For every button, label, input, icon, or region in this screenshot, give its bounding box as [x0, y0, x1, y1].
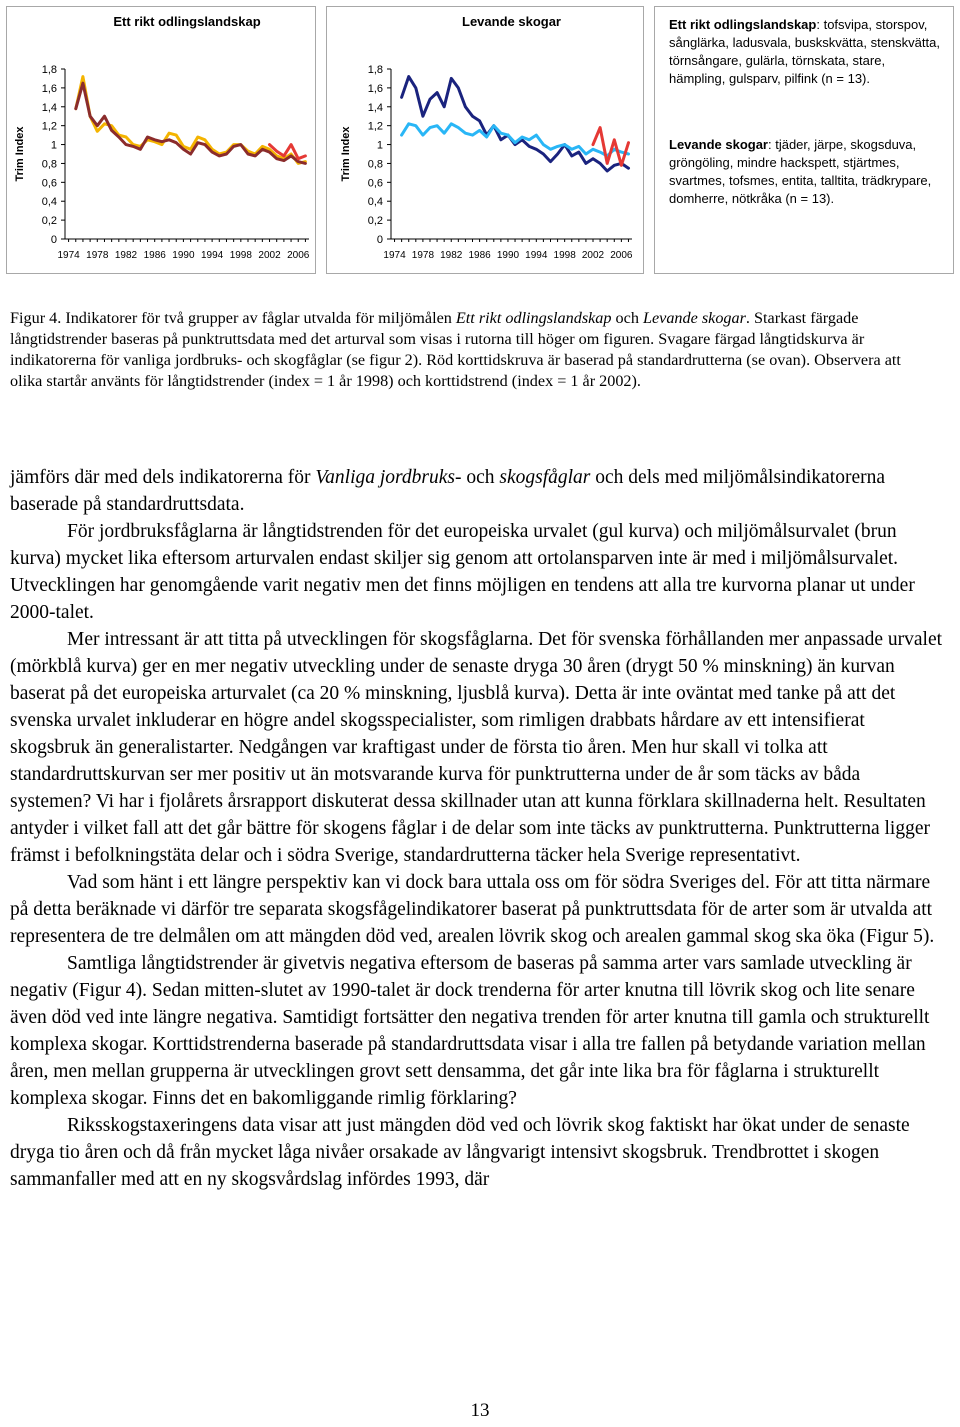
x-tick-label: 2006	[287, 250, 310, 261]
caption-rest: . Starkast färgade långtidstrender baseras på punktruttsdata med det arturval som visas i rutorna till höger om figuren. Svagare färgad långtidskurva är indikatorerna för vanliga jordbruks- och skogfåglar (se figur 2). Röd korttidskruva är baserad på standardrutterna (se ovan). Observera att olika startår använts för långtidstrender (index = 1 år 1998) och korttidstrend (index = 1 år 2002).	[10, 309, 901, 390]
chart-panel-forest	[326, 6, 644, 274]
x-tick-label: 1990	[496, 250, 520, 261]
series-line	[76, 77, 306, 164]
y-tick-label: 0,8	[367, 158, 383, 171]
legend-agri-species: : tofsvipa, storspov, sånglärka, ladusvala, buskskvätta, stenskvätta, törnsångare, gulärla, törnskata, stare, hämpling, gulsparv, pilfink (n = 13).	[669, 17, 940, 86]
y-tick-label: 1,2	[367, 120, 383, 133]
paragraph-5: Samtliga långtidstrender är givetvis negativa eftersom de baseras på samma arter vars samlade utveckling är negativ (Figur 4). Sedan mitten-slutet av 1990-talet är dock trenderna för arter knutna till lövrik skog och lite senare även död ved inte längre negativa. Samtidigt fortsätter den negativa trenden för arter knutna till gamla och strukturellt komplexa skogar. Korttidstrenderna baserade på standardruttsdata visar i alla tre fallen på betydande variation mellan åren, men mellan grupperna är utvecklingen grovt sett densamma, det går inte lika bra för fåglarna i strukturellt komplexa skogar. Finns det en bakomliggande rimlig förklaring?	[10, 953, 930, 1109]
chart-title: Levande skogar	[462, 14, 561, 29]
legend-agricultural	[669, 16, 941, 88]
y-tick-label: 1,6	[41, 82, 57, 95]
y-tick-label: 0,6	[41, 177, 57, 190]
y-axis-label: Trim Index	[340, 126, 352, 182]
y-tick-label: 0,8	[41, 158, 57, 171]
y-tick-label: 1,6	[367, 82, 383, 95]
paragraph-3: Mer intressant är att titta på utvecklingen för skogsfåglarna. Det för svenska förhållanden mer anpassade urvalet (mörkblå kurva) ger en mer negativ utveckling under de senaste dryga 30 åren (drygt 50 % minskning) än kurvan baserat på det europeiska arturvalet (ca 20 % minskning, ljusblå kurva). Detta är inte oväntat med tanke på att det svenska urvalet inkluderar en högre andel skogsspecialister, som rimligen drabbats hårdare av ett intensifierat skogsbruk än generalistarter. Nedgången var kraftigast under de första tio åren. Men hur skall vi tolka att standardruttskurvan ser mer positiv ut än motsvarande kurva för punktrutterna under de år som täcks av båda systemen? Vi har i fjolårets årsrapport diskuterat dessa skillnader utan att kunna förklara skillnaderna helt. Resultaten antyder i vilket fall att det går bättre för skogens fåglar i de delar som inte täcks av punktrutterna. Punktrutterna ligger främst i befolkningstäta delar och i södra Sverige, standardrutterna täcker hela Sverige representativt.	[10, 629, 943, 866]
y-tick-label: 0	[376, 234, 383, 246]
y-tick-label: 0,2	[367, 215, 383, 228]
y-tick-label: 1	[50, 139, 57, 152]
species-legend-box	[654, 6, 954, 274]
x-tick-label: 1986	[468, 250, 491, 261]
x-tick-label: 1982	[440, 250, 463, 261]
y-axis-label: Trim Index	[14, 126, 26, 182]
x-tick-label: 2002	[258, 250, 281, 261]
x-tick-label: 2002	[581, 250, 605, 261]
figure-caption	[10, 308, 935, 392]
line-chart-forest	[327, 7, 643, 273]
y-tick-label: 0	[50, 234, 57, 246]
x-tick-label: 1974	[57, 250, 80, 261]
series-line	[593, 128, 629, 166]
y-tick-label: 1,4	[41, 101, 57, 114]
y-tick-label: 1,4	[367, 101, 383, 114]
x-tick-label: 1974	[383, 250, 406, 261]
line-chart-agricultural	[7, 7, 315, 273]
caption-lead: Figur 4. Indikatorer för två grupper av fåglar utvalda för miljömålen	[10, 309, 456, 327]
x-tick-label: 2006	[610, 250, 633, 261]
p1-emphasis-1: Vanliga jordbruks	[315, 467, 455, 488]
y-tick-label: 0,4	[367, 196, 383, 209]
caption-mid: och	[611, 309, 643, 327]
caption-emphasis-2: Levande skogar	[642, 309, 746, 327]
x-tick-label: 1990	[172, 250, 195, 261]
legend-forest-species: : tjäder, järpe, skogsduva, gröngöling, mindre hackspett, stjärtmes, svartmes, tofsmes, entita, talltita, trädkrypare, domherre, nötkråka (n = 13).	[669, 137, 932, 206]
p1-text-c: och dels med miljömålsindikatorerna baserade på standardruttsdata.	[10, 467, 886, 515]
y-tick-label: 1,8	[41, 64, 57, 76]
chart-title: Ett rikt odlingslandskap	[113, 14, 261, 29]
p1-text-a: jämförs där med dels indikatorerna för	[10, 467, 316, 488]
y-tick-label: 1,2	[41, 120, 57, 133]
series-line	[402, 77, 629, 171]
y-tick-label: 1,8	[367, 64, 383, 76]
p1-emphasis-2: skogsfåglar	[499, 467, 591, 488]
x-tick-label: 1998	[229, 250, 252, 261]
x-tick-label: 1994	[525, 250, 548, 261]
x-tick-label: 1978	[86, 250, 109, 261]
y-tick-label: 0,2	[41, 215, 57, 228]
legend-forest	[669, 136, 941, 208]
y-tick-label: 0,6	[367, 177, 383, 190]
y-tick-label: 1	[376, 139, 383, 152]
paragraph-6: Riksskogstaxeringens data visar att just mängden död ved och lövrik skog faktiskt har ökat under de senaste dryga tio åren och då från mycket låga nivåer orsakade av långvarigt intensivt skogsbruk. Trendbrottet i skogen sammanfaller med att en ny skogsvårdslag infördes 1993, där	[10, 1115, 910, 1190]
paragraph-1	[10, 464, 945, 518]
x-tick-label: 1986	[143, 250, 166, 261]
x-tick-label: 1978	[411, 250, 435, 261]
x-tick-label: 1982	[114, 250, 138, 261]
p1-text-b: - och	[454, 467, 500, 488]
paragraph-4: Vad som hänt i ett längre perspektiv kan vi dock bara uttala oss om för södra Sveriges del. För att titta närmare på detta beräknade vi därför tre separata skogsfågelindikatorer baserat på punktruttsdata för de arter som är utvalda att representera de tre delmålen om att mängden död ved, arealen lövrik skog och arealen gammal skog ska öka (Figur 5).	[10, 872, 935, 947]
legend-agri-title: Ett rikt odlingslandskap	[669, 17, 817, 32]
caption-emphasis-1: Ett rikt odlingslandskap	[455, 309, 612, 327]
x-tick-label: 1994	[200, 250, 224, 261]
chart-panel-agricultural	[6, 6, 316, 274]
x-tick-label: 1998	[553, 250, 576, 261]
paragraph-2: För jordbruksfåglarna är långtidstrenden för det europeiska urvalet (gul kurva) och miljömålsurvalet (brun kurva) mycket lika eftersom arturvalen endast skiljer sig genom att ortolansparven inte är med i miljömålsurvalet. Utvecklingen har genomgående varit negativ men det finns möjligen en tendens att alla tre kurvorna planar ut under 2000-talet.	[10, 521, 915, 623]
page-number: 13	[470, 1400, 490, 1421]
y-tick-label: 0,4	[41, 196, 57, 209]
legend-forest-title: Levande skogar	[669, 137, 768, 152]
body-text	[10, 464, 945, 1193]
